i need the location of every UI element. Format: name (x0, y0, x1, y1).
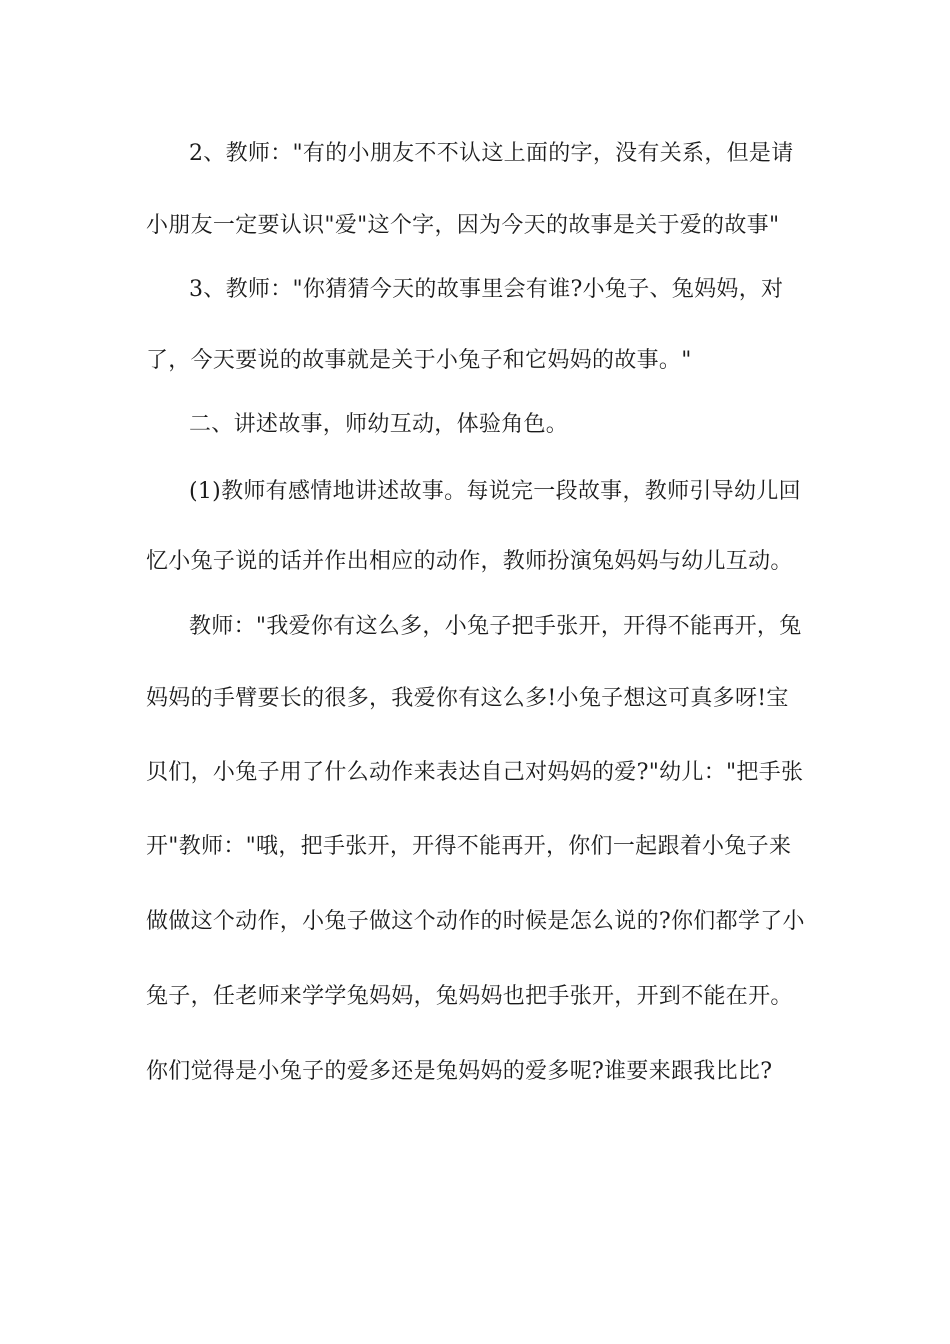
text-line: 妈妈的手臂要长的很多，我爱你有这么多!小兔子想这可真多呀!宝 (146, 686, 789, 711)
text-line: 你们觉得是小兔子的爱多还是兔妈妈的爱多呢?谁要来跟我比比? (146, 1059, 773, 1084)
text-line: 贝们，小兔子用了什么动作来表达自己对妈妈的爱?"幼儿："把手张 (146, 760, 804, 785)
text-line: 了，今天要说的故事就是关于小兔子和它妈妈的故事。" (146, 348, 692, 373)
text-line: (1)教师有感情地讲述故事。每说完一段故事，教师引导幼儿回 (189, 479, 801, 504)
text-line: 做做这个动作，小兔子做这个动作的时候是怎么说的?你们都学了小 (146, 909, 805, 934)
text-line: 开"教师："哦，把手张开，开得不能再开，你们一起跟着小兔子来 (146, 834, 792, 859)
text-line: 教师："我爱你有这么多，小兔子把手张开，开得不能再开，兔 (189, 614, 802, 639)
text-line: 兔子，任老师来学学兔妈妈，兔妈妈也把手张开，开到不能在开。 (146, 984, 793, 1009)
text-line: 小朋友一定要认识"爱"这个字，因为今天的故事是关于爱的故事" (146, 213, 780, 238)
section-heading: 二、讲述故事，师幼互动，体验角色。 (189, 412, 569, 437)
text-line: 2、教师："有的小朋友不不认这上面的字，没有关系，但是请 (189, 141, 794, 166)
text-line: 3、教师："你猜猜今天的故事里会有谁?小兔子、兔妈妈，对 (189, 277, 784, 302)
text-line: 忆小兔子说的话并作出相应的动作，教师扮演兔妈妈与幼儿互动。 (146, 549, 793, 574)
